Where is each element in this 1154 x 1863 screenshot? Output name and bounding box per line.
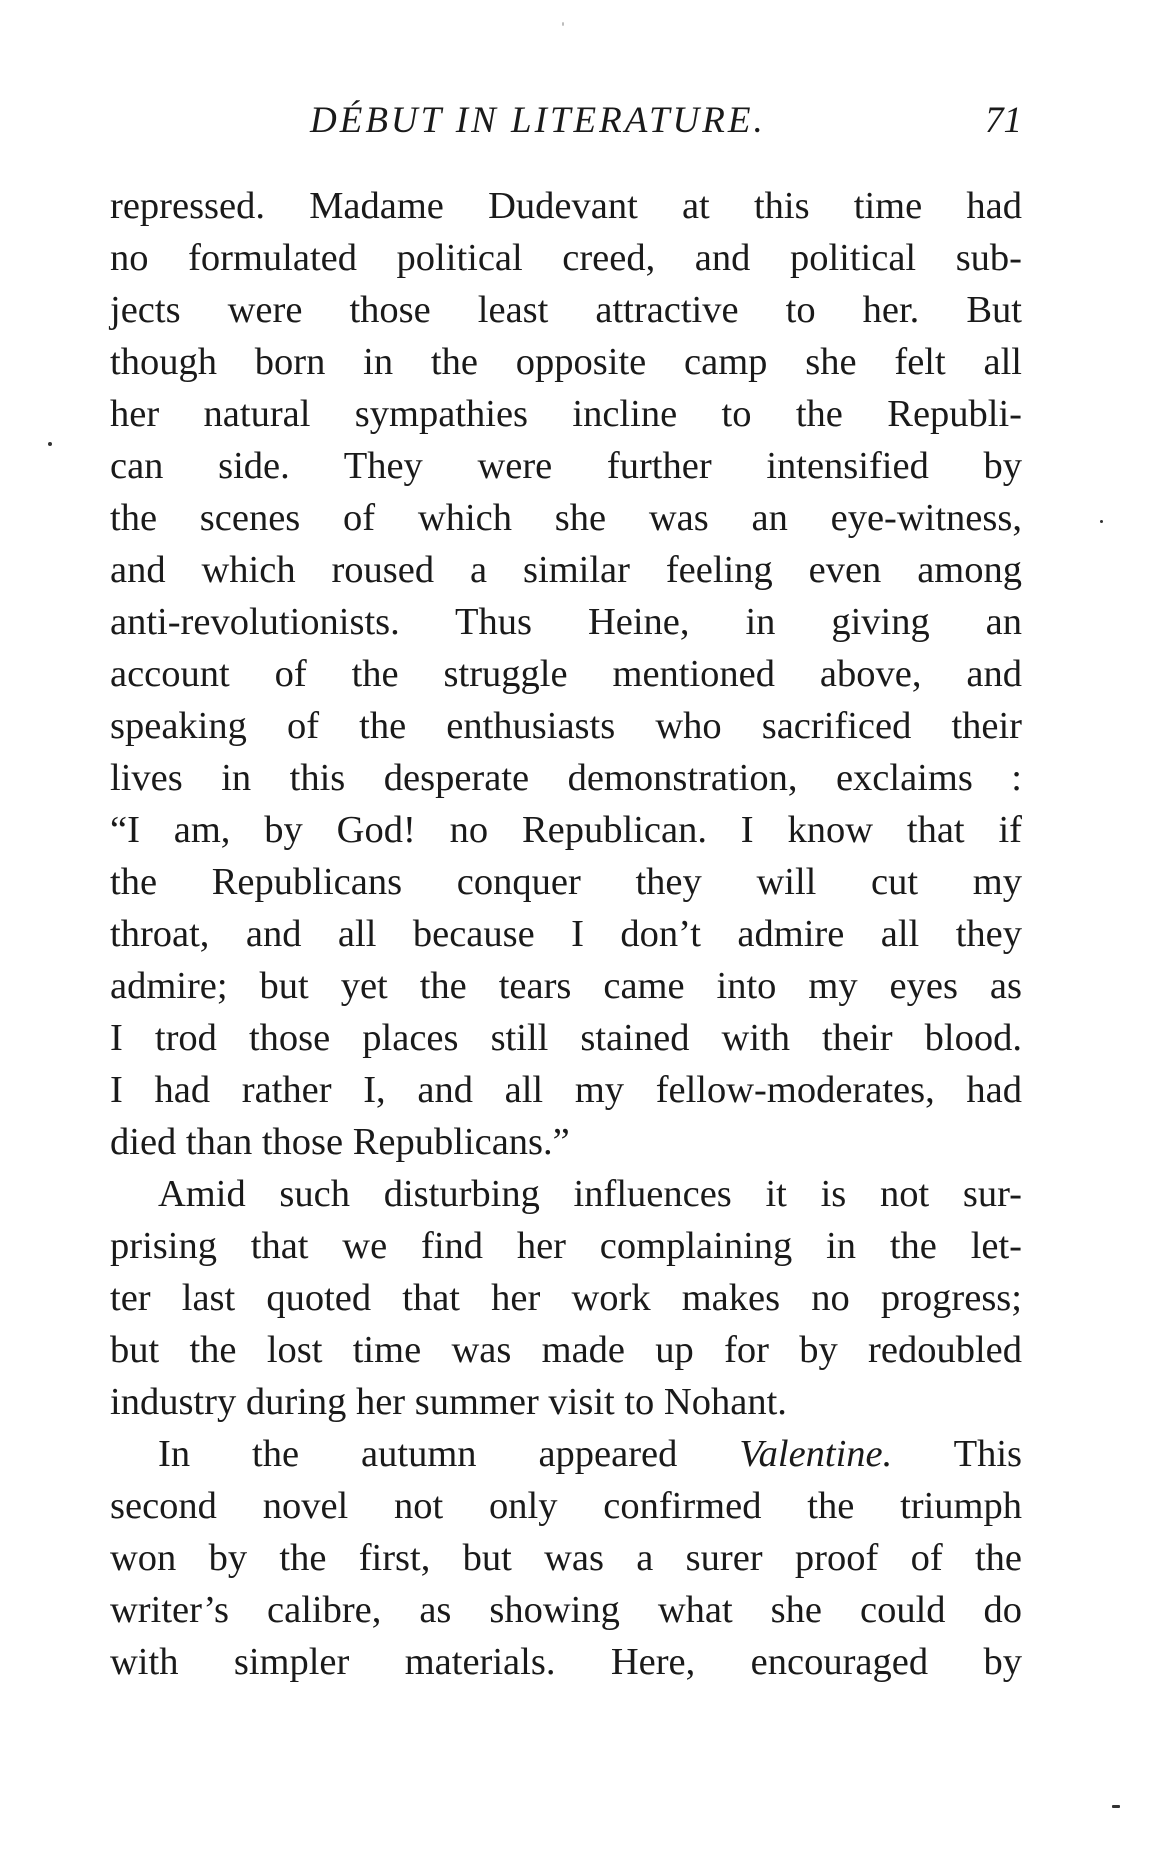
text-line: jects were those least attractive to her. But <box>110 289 1022 331</box>
text-line: industry during her summer visit to Nohant. <box>110 1381 787 1423</box>
running-head <box>110 96 1022 146</box>
text-line: speaking of the enthusiasts who sacrificed their <box>110 705 1022 747</box>
text-line: but the lost time was made up for by redoubled <box>110 1329 1022 1371</box>
text-line: I trod those places still stained with their blood. <box>110 1017 1022 1059</box>
text-segment: This <box>953 1433 1023 1475</box>
text-line: can side. They were further intensified by <box>110 445 1022 487</box>
ink-speck <box>1100 520 1103 523</box>
text-line: repressed. Madame Dudevant at this time had <box>110 185 1022 227</box>
text-line: “I am, by God! no Republican. I know that if <box>110 809 1022 851</box>
body-text <box>110 180 1022 1688</box>
text-line: lives in this desperate demonstration, exclaims : <box>110 757 1022 799</box>
text-line: throat, and all because I don’t admire all they <box>110 913 1022 955</box>
text-line: no formulated political creed, and political sub- <box>110 237 1022 279</box>
text-segment: In the autumn appeared <box>158 1433 678 1475</box>
text-line: admire; but yet the tears came into my eyes as <box>110 965 1022 1007</box>
text-line: writer’s calibre, as showing what she could do <box>110 1589 1022 1631</box>
ink-speck <box>48 442 52 446</box>
text-line: account of the struggle mentioned above, and <box>110 653 1022 695</box>
page-number: 71 <box>985 100 1022 141</box>
running-title: DÉBUT IN LITERATURE. <box>310 100 766 141</box>
text-line: I had rather I, and all my fellow-moderates, had <box>110 1069 1022 1111</box>
text-line: though born in the opposite camp she felt all <box>110 341 1022 383</box>
text-line: and which roused a similar feeling even among <box>110 549 1022 591</box>
text-line: Amid such disturbing influences it is not sur- <box>158 1173 1022 1215</box>
text-line: prising that we find her complaining in the let- <box>110 1225 1022 1267</box>
text-line: her natural sympathies incline to the Republi- <box>110 393 1022 435</box>
text-line: ter last quoted that her work makes no progress; <box>110 1277 1022 1319</box>
italic-title: Valentine. <box>739 1433 893 1475</box>
text-line: won by the first, but was a surer proof of the <box>110 1537 1022 1579</box>
text-line: the Republicans conquer they will cut my <box>110 861 1022 903</box>
text-line: died than those Republicans.” <box>110 1121 570 1163</box>
text-line <box>110 1428 1022 1480</box>
text-line: anti-revolutionists. Thus Heine, in giving an <box>110 601 1022 643</box>
ink-speck <box>1112 1805 1120 1808</box>
text-line: second novel not only confirmed the triumph <box>110 1485 1022 1527</box>
ink-speck <box>562 22 564 26</box>
text-line: with simpler materials. Here, encouraged by <box>110 1641 1022 1683</box>
text-line: the scenes of which she was an eye-witness, <box>110 497 1022 539</box>
